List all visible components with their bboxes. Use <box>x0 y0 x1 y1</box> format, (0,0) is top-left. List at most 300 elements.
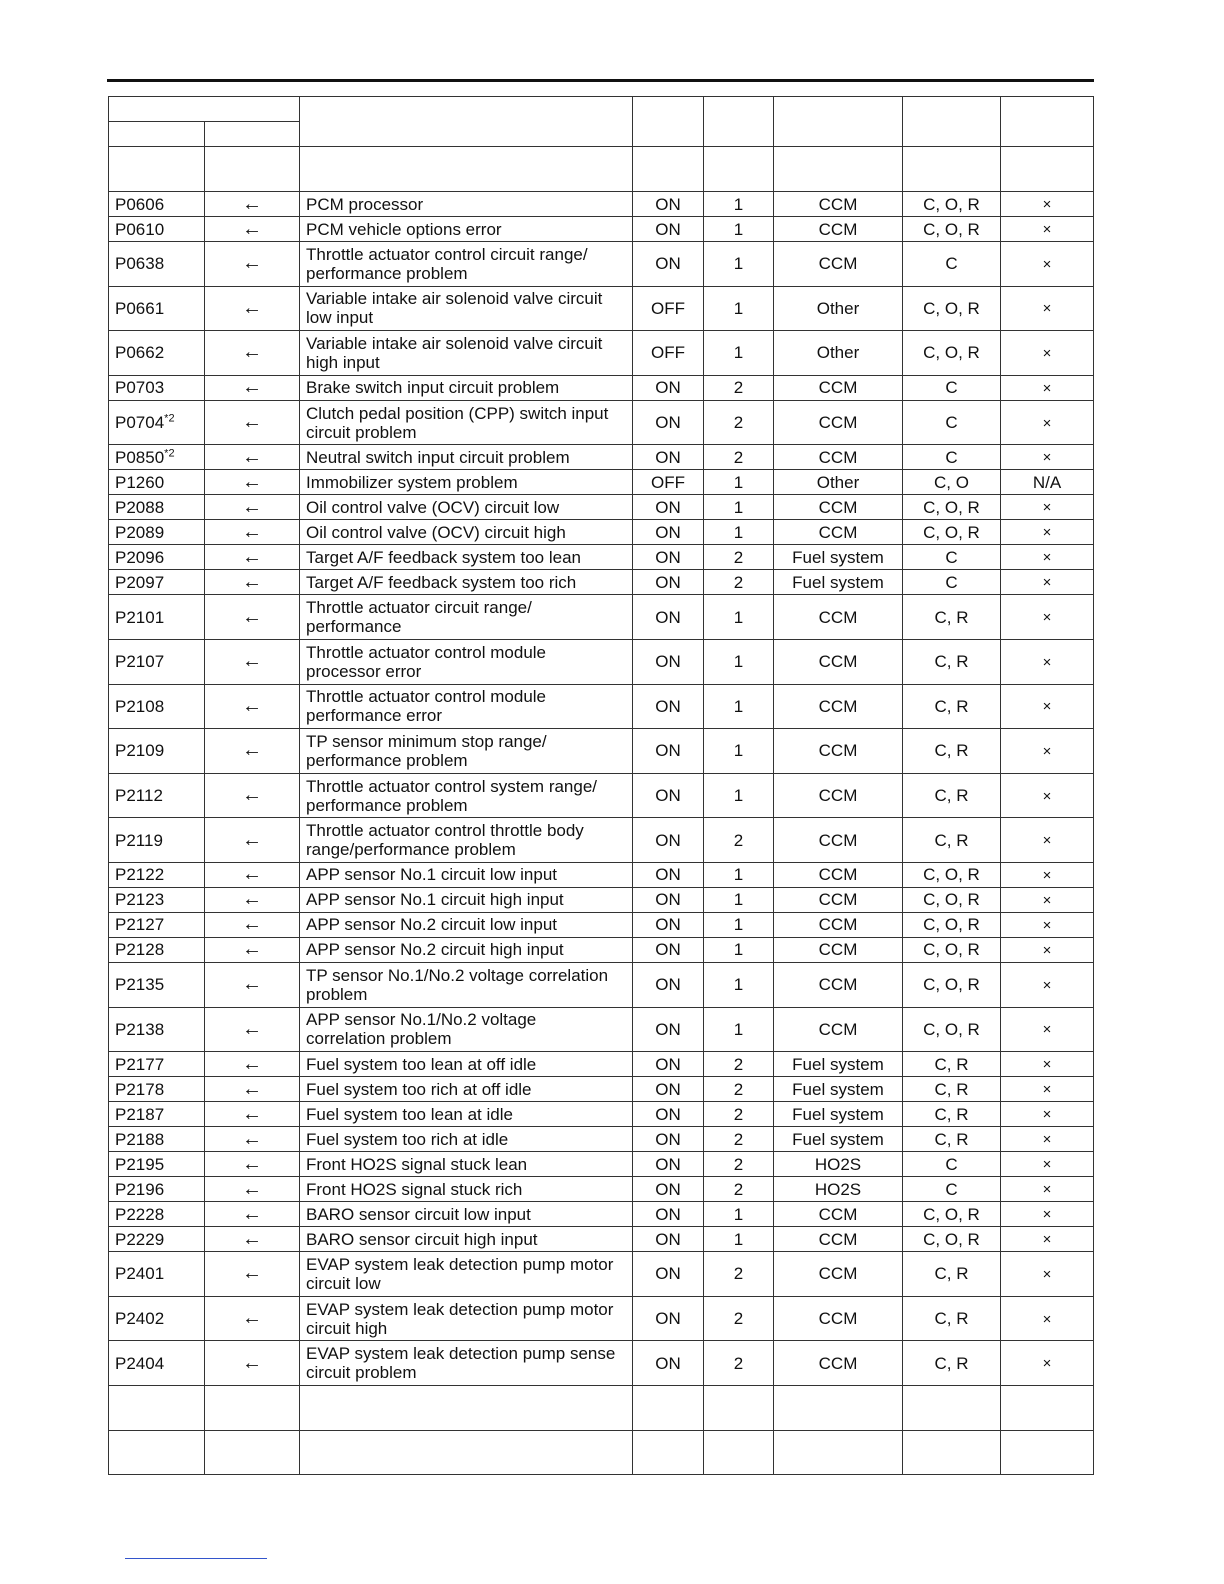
blank-cell <box>633 1385 704 1430</box>
cell-mark <box>1001 887 1094 912</box>
description-line: APP sensor No.1 circuit low input <box>306 865 558 885</box>
description-line: performance problem <box>306 795 468 815</box>
left-arrow-icon: ← <box>242 341 262 364</box>
cell-description <box>300 192 633 217</box>
left-arrow-icon: ← <box>242 1052 262 1075</box>
header-cell-condition <box>903 97 1001 147</box>
empty-row <box>109 1430 1094 1475</box>
description-line: Throttle actuator control module <box>306 687 547 707</box>
cell-mark <box>1001 1007 1094 1052</box>
cell-trip-count: 1 <box>704 192 774 217</box>
cell-category: Other <box>774 331 903 376</box>
left-arrow-icon: ← <box>242 495 262 518</box>
description-line: PCM processor <box>306 194 424 214</box>
cell-description <box>300 470 633 495</box>
cell-mil-status: ON <box>633 1296 704 1341</box>
dtc-code: P2108 <box>115 696 165 716</box>
cell-mark <box>1001 217 1094 242</box>
cell-dtc-code <box>109 595 205 640</box>
cell-condition: C, O, R <box>903 286 1001 331</box>
cell-condition: C, O, R <box>903 937 1001 962</box>
cell-condition: C, R <box>903 639 1001 684</box>
cell-arrow <box>205 445 300 470</box>
left-arrow-icon: ← <box>242 411 262 434</box>
table-row <box>109 1052 1094 1077</box>
cell-trip-count: 2 <box>704 1052 774 1077</box>
dtc-code: P2138 <box>115 1019 165 1039</box>
cell-description <box>300 1077 633 1102</box>
header-cell-mark <box>1001 97 1094 147</box>
cell-description <box>300 1152 633 1177</box>
cell-description <box>300 773 633 818</box>
cell-mark <box>1001 937 1094 962</box>
left-arrow-icon: ← <box>242 1177 262 1200</box>
dtc-code: P2127 <box>115 915 165 935</box>
cell-mark <box>1001 445 1094 470</box>
cell-condition: C, O, R <box>903 1007 1001 1052</box>
cross-mark-icon: × <box>1042 1265 1052 1283</box>
cross-mark-icon: × <box>1042 1056 1052 1074</box>
cell-arrow <box>205 962 300 1007</box>
cell-arrow <box>205 375 300 400</box>
cell-dtc-code <box>109 445 205 470</box>
blank-cell <box>205 1385 300 1430</box>
cell-arrow <box>205 1227 300 1252</box>
header-cell-code-b <box>205 122 300 147</box>
cell-dtc-code <box>109 192 205 217</box>
cell-mil-status: ON <box>633 1177 704 1202</box>
left-arrow-icon: ← <box>242 1202 262 1225</box>
description-line: Oil control valve (OCV) circuit low <box>306 497 560 517</box>
table-row <box>109 286 1094 331</box>
description-line: correlation problem <box>306 1029 452 1049</box>
cell-description <box>300 1007 633 1052</box>
left-arrow-icon: ← <box>242 520 262 543</box>
cell-trip-count: 1 <box>704 331 774 376</box>
cell-category: CCM <box>774 595 903 640</box>
cell-mil-status: ON <box>633 1341 704 1386</box>
cell-trip-count: 1 <box>704 242 774 287</box>
cross-mark-icon: × <box>1042 300 1052 318</box>
cell-trip-count: 2 <box>704 1152 774 1177</box>
dtc-code: P2107 <box>115 652 165 672</box>
cell-description <box>300 495 633 520</box>
cell-mil-status: ON <box>633 887 704 912</box>
cell-trip-count: 2 <box>704 1177 774 1202</box>
cross-mark-icon: × <box>1042 653 1052 671</box>
cell-trip-count: 1 <box>704 684 774 729</box>
cell-mil-status: ON <box>633 570 704 595</box>
cell-description <box>300 286 633 331</box>
cell-condition: C, R <box>903 595 1001 640</box>
description-line: Throttle actuator control module <box>306 642 547 662</box>
table-row <box>109 470 1094 495</box>
cell-category: CCM <box>774 1252 903 1297</box>
left-arrow-icon: ← <box>242 1102 262 1125</box>
cell-trip-count: 2 <box>704 1077 774 1102</box>
cell-dtc-code <box>109 242 205 287</box>
blank-cell <box>704 1385 774 1430</box>
dtc-footnote-mark: *2 <box>164 447 175 460</box>
description-line: range/performance problem <box>306 840 516 860</box>
cell-trip-count: 1 <box>704 729 774 774</box>
description-line: APP sensor No.1 circuit high input <box>306 890 564 910</box>
cell-trip-count: 2 <box>704 1296 774 1341</box>
cell-mark <box>1001 684 1094 729</box>
cell-condition: C <box>903 375 1001 400</box>
cell-mark <box>1001 1296 1094 1341</box>
dtc-code: P2401 <box>115 1264 165 1284</box>
cell-arrow <box>205 1177 300 1202</box>
blank-cell <box>774 1430 903 1475</box>
cell-trip-count: 1 <box>704 862 774 887</box>
cell-condition: C, O, R <box>903 495 1001 520</box>
cell-condition: C <box>903 1177 1001 1202</box>
cell-mil-status: ON <box>633 1007 704 1052</box>
cell-category: HO2S <box>774 1177 903 1202</box>
cell-dtc-code <box>109 1007 205 1052</box>
cell-trip-count: 1 <box>704 912 774 937</box>
dtc-code: P1260 <box>115 472 165 492</box>
cell-trip-count: 2 <box>704 1102 774 1127</box>
cell-dtc-code <box>109 495 205 520</box>
blank-cell <box>109 147 205 192</box>
description-line: circuit problem <box>306 1363 417 1383</box>
description-line: BARO sensor circuit low input <box>306 1204 531 1224</box>
cell-arrow <box>205 470 300 495</box>
left-arrow-icon: ← <box>242 296 262 319</box>
cell-description <box>300 1341 633 1386</box>
cell-category: CCM <box>774 217 903 242</box>
cell-mark <box>1001 1202 1094 1227</box>
cross-mark-icon: × <box>1042 574 1052 592</box>
cell-condition: C, R <box>903 684 1001 729</box>
description-line: circuit high <box>306 1318 388 1338</box>
cross-mark-icon: × <box>1042 549 1052 567</box>
cell-trip-count: 2 <box>704 400 774 445</box>
blank-cell <box>109 1430 205 1475</box>
cell-mark <box>1001 400 1094 445</box>
cell-description <box>300 375 633 400</box>
header-cell-code-group <box>109 97 300 122</box>
left-arrow-icon: ← <box>242 1152 262 1175</box>
cell-description <box>300 639 633 684</box>
left-arrow-icon: ← <box>242 973 262 996</box>
dtc-footnote-mark: *2 <box>164 412 175 425</box>
cross-mark-icon: × <box>1042 196 1052 213</box>
cell-mark <box>1001 242 1094 287</box>
cell-trip-count: 1 <box>704 773 774 818</box>
cell-description <box>300 862 633 887</box>
cell-condition: C, O, R <box>903 217 1001 242</box>
cell-category: CCM <box>774 445 903 470</box>
dtc-code: P2101 <box>115 607 165 627</box>
cell-condition: C, R <box>903 1252 1001 1297</box>
cell-mark <box>1001 545 1094 570</box>
cell-condition: C <box>903 1152 1001 1177</box>
blank-cell <box>633 1430 704 1475</box>
cell-trip-count: 1 <box>704 520 774 545</box>
cell-mark <box>1001 331 1094 376</box>
table-row <box>109 1127 1094 1152</box>
left-arrow-icon: ← <box>242 1127 262 1150</box>
description-line: BARO sensor circuit high input <box>306 1229 538 1249</box>
blank-cell <box>205 1430 300 1475</box>
cell-arrow <box>205 1252 300 1297</box>
cell-mark <box>1001 862 1094 887</box>
left-arrow-icon: ← <box>242 252 262 275</box>
cell-description <box>300 520 633 545</box>
cell-trip-count: 2 <box>704 570 774 595</box>
cell-condition: C, R <box>903 1102 1001 1127</box>
cell-condition: C, R <box>903 1296 1001 1341</box>
description-line: TP sensor minimum stop range/ <box>306 731 547 751</box>
cell-mark <box>1001 495 1094 520</box>
cell-mark <box>1001 912 1094 937</box>
blank-cell <box>704 1430 774 1475</box>
cell-dtc-code <box>109 1077 205 1102</box>
cell-arrow <box>205 818 300 863</box>
description-line: Fuel system too lean at off idle <box>306 1054 537 1074</box>
dtc-code: P2128 <box>115 940 165 960</box>
cell-mil-status: ON <box>633 962 704 1007</box>
left-arrow-icon: ← <box>242 1017 262 1040</box>
blank-cell <box>1001 1385 1094 1430</box>
dtc-code: P2089 <box>115 522 165 542</box>
cell-description <box>300 1202 633 1227</box>
description-line: Throttle actuator control circuit range/ <box>306 244 588 264</box>
table-row <box>109 192 1094 217</box>
cross-mark-icon: × <box>1042 255 1052 273</box>
cross-mark-icon: × <box>1042 1156 1052 1174</box>
left-arrow-icon: ← <box>242 376 262 399</box>
cell-category: CCM <box>774 912 903 937</box>
cell-mark <box>1001 1052 1094 1077</box>
description-line: circuit problem <box>306 422 417 442</box>
cell-dtc-code <box>109 545 205 570</box>
table-row <box>109 445 1094 470</box>
cell-mil-status: ON <box>633 242 704 287</box>
left-arrow-icon: ← <box>242 938 262 961</box>
left-arrow-icon: ← <box>242 570 262 593</box>
description-line: Fuel system too lean at idle <box>306 1104 513 1124</box>
blank-cell <box>300 1385 633 1430</box>
cell-mark <box>1001 1252 1094 1297</box>
top-rule <box>107 79 1094 82</box>
blank-cell <box>300 1430 633 1475</box>
dtc-code: P0704 <box>115 413 165 433</box>
cell-mil-status: ON <box>633 400 704 445</box>
table-row <box>109 400 1094 445</box>
description-line: Front HO2S signal stuck rich <box>306 1179 523 1199</box>
table-row <box>109 1227 1094 1252</box>
cell-mil-status: ON <box>633 1052 704 1077</box>
cell-arrow <box>205 242 300 287</box>
description-line: Variable intake air solenoid valve circuit <box>306 333 603 353</box>
cell-trip-count: 1 <box>704 217 774 242</box>
cell-category: CCM <box>774 962 903 1007</box>
cell-mil-status: ON <box>633 639 704 684</box>
left-arrow-icon: ← <box>242 470 262 493</box>
left-arrow-icon: ← <box>242 1262 262 1285</box>
description-line: processor error <box>306 661 422 681</box>
cell-dtc-code <box>109 912 205 937</box>
cell-category: Fuel system <box>774 1127 903 1152</box>
cell-description <box>300 545 633 570</box>
dtc-code: P2112 <box>115 786 163 806</box>
cell-dtc-code <box>109 887 205 912</box>
header-cell-category <box>774 97 903 147</box>
cell-description <box>300 1127 633 1152</box>
table-row <box>109 495 1094 520</box>
blank-cell <box>633 147 704 192</box>
cell-mark <box>1001 570 1094 595</box>
table-row <box>109 862 1094 887</box>
blank-cell <box>903 1430 1001 1475</box>
description-line: Clutch pedal position (CPP) switch input <box>306 403 609 423</box>
cross-mark-icon: × <box>1042 941 1052 959</box>
cross-mark-icon: × <box>1042 221 1052 238</box>
cell-category: CCM <box>774 773 903 818</box>
table-row <box>109 1007 1094 1052</box>
table-row <box>109 242 1094 287</box>
cell-mark <box>1001 1077 1094 1102</box>
cell-arrow <box>205 400 300 445</box>
cell-mil-status: ON <box>633 520 704 545</box>
cell-dtc-code <box>109 639 205 684</box>
cross-mark-icon: × <box>1042 916 1052 934</box>
description-line: Throttle actuator control throttle body <box>306 821 584 841</box>
cell-condition: C, R <box>903 1341 1001 1386</box>
left-arrow-icon: ← <box>242 863 262 886</box>
dtc-code: P2402 <box>115 1309 165 1329</box>
cell-mark <box>1001 520 1094 545</box>
left-arrow-icon: ← <box>242 913 262 936</box>
cell-trip-count: 1 <box>704 937 774 962</box>
cell-condition: C <box>903 400 1001 445</box>
cell-mil-status: ON <box>633 684 704 729</box>
cell-mil-status: OFF <box>633 470 704 495</box>
cell-condition: C, O, R <box>903 520 1001 545</box>
cell-category: CCM <box>774 887 903 912</box>
description-line: Brake switch input circuit problem <box>306 378 560 398</box>
table-row <box>109 375 1094 400</box>
cell-description <box>300 217 633 242</box>
cell-trip-count: 1 <box>704 595 774 640</box>
cell-mil-status: ON <box>633 1202 704 1227</box>
cell-category: CCM <box>774 639 903 684</box>
cell-arrow <box>205 545 300 570</box>
left-arrow-icon: ← <box>242 605 262 628</box>
cell-description <box>300 1252 633 1297</box>
cell-dtc-code <box>109 470 205 495</box>
dtc-code: P2196 <box>115 1179 165 1199</box>
cell-condition: C <box>903 242 1001 287</box>
header-row-3 <box>109 147 1094 192</box>
left-arrow-icon: ← <box>242 888 262 911</box>
table-row <box>109 818 1094 863</box>
cell-mark <box>1001 962 1094 1007</box>
cross-mark-icon: × <box>1042 1231 1052 1249</box>
cross-mark-icon: × <box>1042 344 1052 362</box>
cell-arrow <box>205 331 300 376</box>
cell-arrow <box>205 1202 300 1227</box>
dtc-code: P0606 <box>115 194 165 214</box>
table-row <box>109 595 1094 640</box>
cell-mil-status: ON <box>633 375 704 400</box>
cell-condition: C <box>903 545 1001 570</box>
description-line: low input <box>306 308 374 328</box>
cell-arrow <box>205 1296 300 1341</box>
cell-trip-count: 1 <box>704 470 774 495</box>
cell-arrow <box>205 862 300 887</box>
cell-description <box>300 445 633 470</box>
cell-trip-count: 2 <box>704 818 774 863</box>
cell-description <box>300 887 633 912</box>
description-line: performance <box>306 617 402 637</box>
cross-mark-icon: × <box>1042 449 1052 467</box>
cell-condition: C, R <box>903 818 1001 863</box>
header-row-1 <box>109 97 1094 122</box>
cell-mil-status: ON <box>633 912 704 937</box>
left-arrow-icon: ← <box>242 784 262 807</box>
cell-mark <box>1001 192 1094 217</box>
cell-category: Fuel system <box>774 1052 903 1077</box>
dtc-code: P0850 <box>115 447 165 467</box>
cross-mark-icon: × <box>1042 832 1052 850</box>
cell-dtc-code <box>109 1152 205 1177</box>
cell-mark <box>1001 375 1094 400</box>
cell-dtc-code <box>109 286 205 331</box>
cell-arrow <box>205 1127 300 1152</box>
cell-description <box>300 1102 633 1127</box>
dtc-code: P2119 <box>115 830 163 850</box>
left-arrow-icon: ← <box>242 445 262 468</box>
cell-description <box>300 595 633 640</box>
cell-arrow <box>205 570 300 595</box>
cell-arrow <box>205 912 300 937</box>
cell-mark <box>1001 1152 1094 1177</box>
left-arrow-icon: ← <box>242 739 262 762</box>
cell-dtc-code <box>109 1177 205 1202</box>
dtc-code: P0661 <box>115 298 165 318</box>
cell-category: Fuel system <box>774 570 903 595</box>
cell-mil-status: ON <box>633 1127 704 1152</box>
cell-description <box>300 1227 633 1252</box>
cell-mark <box>1001 639 1094 684</box>
left-arrow-icon: ← <box>242 1077 262 1100</box>
description-line: Immobilizer system problem <box>306 472 518 492</box>
description-line: Variable intake air solenoid valve circuit <box>306 289 603 309</box>
description-line: Front HO2S signal stuck lean <box>306 1154 528 1174</box>
cell-arrow <box>205 639 300 684</box>
cell-condition: C, O, R <box>903 1227 1001 1252</box>
dtc-code: P2135 <box>115 975 165 995</box>
cell-trip-count: 2 <box>704 545 774 570</box>
cell-condition: C, O, R <box>903 331 1001 376</box>
cell-description <box>300 937 633 962</box>
cell-category: CCM <box>774 729 903 774</box>
cell-mil-status: ON <box>633 1152 704 1177</box>
left-arrow-icon: ← <box>242 650 262 673</box>
table-row <box>109 639 1094 684</box>
cell-category: CCM <box>774 862 903 887</box>
description-line: Fuel system too rich at off idle <box>306 1079 532 1099</box>
cell-condition: C, R <box>903 729 1001 774</box>
cell-dtc-code <box>109 684 205 729</box>
cell-category: CCM <box>774 937 903 962</box>
cell-category: Other <box>774 470 903 495</box>
